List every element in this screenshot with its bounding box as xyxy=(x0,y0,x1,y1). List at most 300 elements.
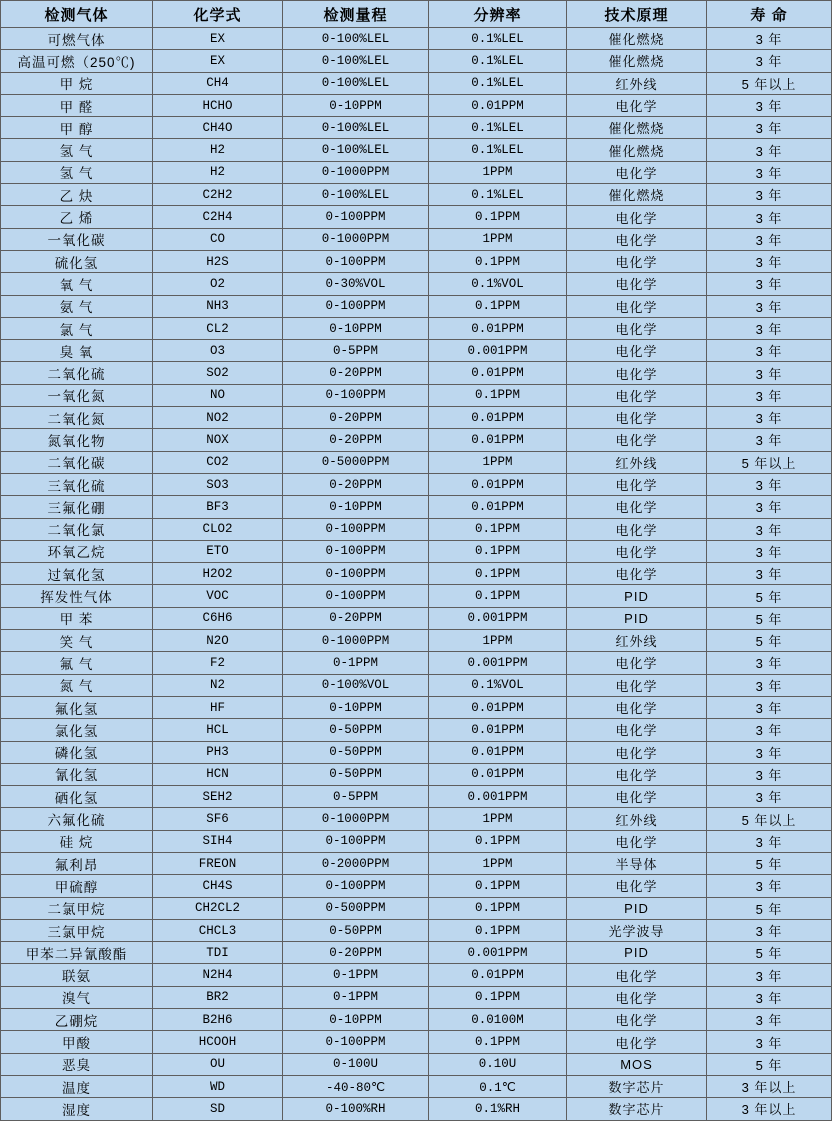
cell-gas: 甲 醇 xyxy=(1,117,153,139)
table-row xyxy=(1,228,832,250)
table-row xyxy=(1,563,832,585)
cell-lifespan: 3 年 xyxy=(707,139,832,161)
cell-gas: 甲硫醇 xyxy=(1,875,153,897)
cell-resolution: 0.01PPM xyxy=(429,696,567,718)
cell-range: 0-10PPM xyxy=(283,317,429,339)
cell-lifespan: 3 年 xyxy=(707,407,832,429)
cell-lifespan: 3 年 xyxy=(707,496,832,518)
table-row xyxy=(1,317,832,339)
cell-gas: 氨 气 xyxy=(1,295,153,317)
cell-gas: 氯化氢 xyxy=(1,719,153,741)
cell-formula: CH4S xyxy=(153,875,283,897)
cell-gas: 甲苯二异氰酸酯 xyxy=(1,942,153,964)
cell-resolution: 0.1%LEL xyxy=(429,184,567,206)
cell-formula: OU xyxy=(153,1053,283,1075)
cell-gas: 湿度 xyxy=(1,1098,153,1120)
cell-range: 0-5PPM xyxy=(283,340,429,362)
cell-resolution: 1PPM xyxy=(429,161,567,183)
table-row xyxy=(1,161,832,183)
cell-lifespan: 3 年 xyxy=(707,1009,832,1031)
table-row xyxy=(1,674,832,696)
cell-gas: 氯 气 xyxy=(1,317,153,339)
cell-technology: 电化学 xyxy=(567,161,707,183)
cell-formula: C6H6 xyxy=(153,607,283,629)
cell-technology: 催化燃烧 xyxy=(567,117,707,139)
cell-lifespan: 3 年 xyxy=(707,250,832,272)
table-row xyxy=(1,875,832,897)
cell-formula: BF3 xyxy=(153,496,283,518)
cell-formula: SO3 xyxy=(153,473,283,495)
cell-lifespan: 3 年 xyxy=(707,763,832,785)
cell-gas: 氰化氢 xyxy=(1,763,153,785)
cell-resolution: 0.01PPM xyxy=(429,763,567,785)
cell-formula: F2 xyxy=(153,652,283,674)
cell-gas: 乙硼烷 xyxy=(1,1009,153,1031)
cell-lifespan: 3 年 xyxy=(707,94,832,116)
cell-gas: 温度 xyxy=(1,1075,153,1097)
cell-range: 0-100%LEL xyxy=(283,139,429,161)
cell-lifespan: 3 年 xyxy=(707,28,832,50)
table-row xyxy=(1,1053,832,1075)
cell-resolution: 0.1PPM xyxy=(429,986,567,1008)
cell-lifespan: 3 年以上 xyxy=(707,1075,832,1097)
cell-technology: 催化燃烧 xyxy=(567,184,707,206)
cell-technology: 电化学 xyxy=(567,228,707,250)
cell-resolution: 1PPM xyxy=(429,451,567,473)
cell-resolution: 0.1%RH xyxy=(429,1098,567,1120)
cell-formula: O3 xyxy=(153,340,283,362)
cell-gas: 六氟化硫 xyxy=(1,808,153,830)
cell-range: 0-2000PPM xyxy=(283,852,429,874)
cell-resolution: 1PPM xyxy=(429,630,567,652)
table-row xyxy=(1,362,832,384)
cell-resolution: 0.01PPM xyxy=(429,719,567,741)
cell-technology: 电化学 xyxy=(567,652,707,674)
cell-resolution: 0.1PPM xyxy=(429,563,567,585)
table-row xyxy=(1,1009,832,1031)
cell-gas: 二氧化碳 xyxy=(1,451,153,473)
cell-resolution: 0.1PPM xyxy=(429,830,567,852)
cell-gas: 三氟化硼 xyxy=(1,496,153,518)
cell-technology: 电化学 xyxy=(567,1009,707,1031)
cell-lifespan: 5 年 xyxy=(707,852,832,874)
cell-resolution: 0.001PPM xyxy=(429,942,567,964)
cell-range: 0-100%RH xyxy=(283,1098,429,1120)
cell-formula: H2 xyxy=(153,139,283,161)
cell-technology: 电化学 xyxy=(567,786,707,808)
cell-lifespan: 3 年 xyxy=(707,986,832,1008)
cell-gas: 臭 氧 xyxy=(1,340,153,362)
cell-resolution: 0.1PPM xyxy=(429,585,567,607)
cell-gas: 二氯甲烷 xyxy=(1,897,153,919)
column-header-gas: 检测气体 xyxy=(1,1,153,28)
table-row xyxy=(1,1075,832,1097)
cell-technology: 电化学 xyxy=(567,250,707,272)
cell-formula: C2H4 xyxy=(153,206,283,228)
cell-formula: CO2 xyxy=(153,451,283,473)
cell-technology: 电化学 xyxy=(567,986,707,1008)
cell-technology: 催化燃烧 xyxy=(567,50,707,72)
cell-lifespan: 5 年 xyxy=(707,607,832,629)
cell-technology: 电化学 xyxy=(567,206,707,228)
cell-gas: 乙 烯 xyxy=(1,206,153,228)
column-header-lifespan: 寿 命 xyxy=(707,1,832,28)
cell-range: 0-100PPM xyxy=(283,206,429,228)
cell-lifespan: 3 年 xyxy=(707,384,832,406)
cell-lifespan: 3 年 xyxy=(707,652,832,674)
cell-formula: BR2 xyxy=(153,986,283,1008)
cell-lifespan: 3 年 xyxy=(707,340,832,362)
table-row xyxy=(1,117,832,139)
cell-technology: 红外线 xyxy=(567,808,707,830)
cell-gas: 一氧化氮 xyxy=(1,384,153,406)
cell-technology: 电化学 xyxy=(567,429,707,451)
column-header-technology: 技术原理 xyxy=(567,1,707,28)
cell-formula: CHCL3 xyxy=(153,919,283,941)
cell-formula: CH2CL2 xyxy=(153,897,283,919)
cell-range: 0-1000PPM xyxy=(283,630,429,652)
cell-range: 0-100PPM xyxy=(283,875,429,897)
cell-gas: 氟 气 xyxy=(1,652,153,674)
table-row xyxy=(1,585,832,607)
cell-gas: 氢 气 xyxy=(1,139,153,161)
cell-gas: 恶臭 xyxy=(1,1053,153,1075)
cell-range: 0-1000PPM xyxy=(283,808,429,830)
cell-formula: CH4 xyxy=(153,72,283,94)
cell-range: 0-100PPM xyxy=(283,585,429,607)
cell-range: 0-20PPM xyxy=(283,607,429,629)
table-row xyxy=(1,919,832,941)
cell-lifespan: 3 年 xyxy=(707,473,832,495)
cell-range: 0-100PPM xyxy=(283,540,429,562)
cell-formula: NOX xyxy=(153,429,283,451)
cell-technology: 电化学 xyxy=(567,763,707,785)
cell-technology: 电化学 xyxy=(567,407,707,429)
cell-formula: B2H6 xyxy=(153,1009,283,1031)
cell-range: 0-100PPM xyxy=(283,295,429,317)
cell-technology: 半导体 xyxy=(567,852,707,874)
cell-technology: 电化学 xyxy=(567,964,707,986)
cell-range: 0-5000PPM xyxy=(283,451,429,473)
cell-formula: EX xyxy=(153,28,283,50)
cell-resolution: 1PPM xyxy=(429,228,567,250)
cell-range: 0-50PPM xyxy=(283,741,429,763)
cell-gas: 磷化氢 xyxy=(1,741,153,763)
table-row xyxy=(1,942,832,964)
cell-formula: H2O2 xyxy=(153,563,283,585)
table-row xyxy=(1,50,832,72)
cell-lifespan: 5 年 xyxy=(707,630,832,652)
cell-formula: FREON xyxy=(153,852,283,874)
table-row xyxy=(1,429,832,451)
cell-technology: 电化学 xyxy=(567,384,707,406)
table-row xyxy=(1,28,832,50)
cell-lifespan: 5 年以上 xyxy=(707,451,832,473)
cell-formula: ETO xyxy=(153,540,283,562)
cell-resolution: 0.1PPM xyxy=(429,384,567,406)
table-row xyxy=(1,206,832,228)
cell-range: 0-100PPM xyxy=(283,250,429,272)
table-row xyxy=(1,384,832,406)
cell-technology: PID xyxy=(567,942,707,964)
table-row xyxy=(1,986,832,1008)
cell-formula: O2 xyxy=(153,273,283,295)
cell-resolution: 0.01PPM xyxy=(429,94,567,116)
cell-lifespan: 3 年 xyxy=(707,674,832,696)
table-row xyxy=(1,652,832,674)
cell-formula: WD xyxy=(153,1075,283,1097)
cell-range: 0-100%LEL xyxy=(283,28,429,50)
cell-resolution: 0.1%LEL xyxy=(429,72,567,94)
table-row xyxy=(1,250,832,272)
cell-lifespan: 5 年 xyxy=(707,1053,832,1075)
cell-resolution: 0.1%LEL xyxy=(429,50,567,72)
cell-lifespan: 3 年 xyxy=(707,741,832,763)
table-row xyxy=(1,451,832,473)
table-row xyxy=(1,473,832,495)
cell-technology: 电化学 xyxy=(567,741,707,763)
cell-technology: MOS xyxy=(567,1053,707,1075)
cell-range: 0-10PPM xyxy=(283,496,429,518)
cell-gas: 三氧化硫 xyxy=(1,473,153,495)
cell-formula: HCOOH xyxy=(153,1031,283,1053)
cell-technology: 电化学 xyxy=(567,875,707,897)
cell-resolution: 0.1%VOL xyxy=(429,273,567,295)
cell-technology: 电化学 xyxy=(567,473,707,495)
cell-technology: 电化学 xyxy=(567,1031,707,1053)
cell-formula: HCL xyxy=(153,719,283,741)
table-row xyxy=(1,607,832,629)
cell-gas: 过氧化氢 xyxy=(1,563,153,585)
cell-formula: SIH4 xyxy=(153,830,283,852)
cell-formula: H2S xyxy=(153,250,283,272)
table-row xyxy=(1,407,832,429)
cell-range: 0-500PPM xyxy=(283,897,429,919)
cell-resolution: 0.1%LEL xyxy=(429,117,567,139)
cell-resolution: 0.01PPM xyxy=(429,317,567,339)
cell-formula: SEH2 xyxy=(153,786,283,808)
cell-resolution: 0.01PPM xyxy=(429,429,567,451)
cell-formula: HCHO xyxy=(153,94,283,116)
cell-resolution: 0.1%LEL xyxy=(429,139,567,161)
cell-technology: 电化学 xyxy=(567,696,707,718)
cell-range: 0-100U xyxy=(283,1053,429,1075)
cell-gas: 硒化氢 xyxy=(1,786,153,808)
cell-formula: SF6 xyxy=(153,808,283,830)
cell-resolution: 0.01PPM xyxy=(429,473,567,495)
table-row xyxy=(1,1098,832,1120)
cell-formula: N2O xyxy=(153,630,283,652)
cell-resolution: 0.01PPM xyxy=(429,407,567,429)
cell-formula: N2 xyxy=(153,674,283,696)
cell-lifespan: 3 年 xyxy=(707,317,832,339)
table-row xyxy=(1,696,832,718)
cell-formula: NH3 xyxy=(153,295,283,317)
cell-gas: 甲酸 xyxy=(1,1031,153,1053)
cell-resolution: 0.1%VOL xyxy=(429,674,567,696)
cell-lifespan: 3 年 xyxy=(707,919,832,941)
cell-technology: PID xyxy=(567,607,707,629)
cell-range: 0-20PPM xyxy=(283,429,429,451)
table-row xyxy=(1,496,832,518)
cell-gas: 甲 醛 xyxy=(1,94,153,116)
cell-resolution: 0.01PPM xyxy=(429,496,567,518)
cell-lifespan: 5 年 xyxy=(707,585,832,607)
cell-technology: PID xyxy=(567,897,707,919)
cell-technology: 电化学 xyxy=(567,518,707,540)
table-row xyxy=(1,897,832,919)
cell-technology: 催化燃烧 xyxy=(567,139,707,161)
cell-technology: 电化学 xyxy=(567,94,707,116)
cell-range: 0-50PPM xyxy=(283,719,429,741)
cell-range: 0-100PPM xyxy=(283,518,429,540)
cell-resolution: 0.1PPM xyxy=(429,540,567,562)
table-row xyxy=(1,808,832,830)
cell-gas: 氮 气 xyxy=(1,674,153,696)
cell-lifespan: 5 年 xyxy=(707,897,832,919)
table-row xyxy=(1,295,832,317)
table-header-row xyxy=(1,1,832,28)
cell-range: 0-100PPM xyxy=(283,1031,429,1053)
cell-range: 0-5PPM xyxy=(283,786,429,808)
cell-resolution: 0.1℃ xyxy=(429,1075,567,1097)
cell-formula: HCN xyxy=(153,763,283,785)
cell-formula: C2H2 xyxy=(153,184,283,206)
cell-resolution: 0.001PPM xyxy=(429,340,567,362)
cell-range: 0-1000PPM xyxy=(283,161,429,183)
cell-formula: NO xyxy=(153,384,283,406)
cell-range: 0-1PPM xyxy=(283,986,429,1008)
cell-formula: CLO2 xyxy=(153,518,283,540)
table-row xyxy=(1,139,832,161)
cell-gas: 甲 烷 xyxy=(1,72,153,94)
cell-formula: VOC xyxy=(153,585,283,607)
cell-technology: 电化学 xyxy=(567,496,707,518)
cell-formula: H2 xyxy=(153,161,283,183)
cell-technology: PID xyxy=(567,585,707,607)
cell-technology: 电化学 xyxy=(567,317,707,339)
cell-gas: 乙 炔 xyxy=(1,184,153,206)
cell-resolution: 0.001PPM xyxy=(429,607,567,629)
cell-range: 0-1000PPM xyxy=(283,228,429,250)
cell-resolution: 0.1PPM xyxy=(429,295,567,317)
cell-resolution: 0.001PPM xyxy=(429,786,567,808)
cell-gas: 二氧化硫 xyxy=(1,362,153,384)
cell-resolution: 0.1PPM xyxy=(429,875,567,897)
table-row xyxy=(1,741,832,763)
cell-gas: 甲 苯 xyxy=(1,607,153,629)
table-header xyxy=(1,1,832,28)
cell-gas: 可燃气体 xyxy=(1,28,153,50)
cell-gas: 联氨 xyxy=(1,964,153,986)
cell-technology: 电化学 xyxy=(567,362,707,384)
cell-resolution: 0.1PPM xyxy=(429,518,567,540)
cell-gas: 挥发性气体 xyxy=(1,585,153,607)
cell-lifespan: 3 年 xyxy=(707,875,832,897)
cell-lifespan: 5 年以上 xyxy=(707,72,832,94)
cell-technology: 电化学 xyxy=(567,340,707,362)
cell-lifespan: 3 年 xyxy=(707,518,832,540)
cell-technology: 电化学 xyxy=(567,719,707,741)
cell-technology: 红外线 xyxy=(567,451,707,473)
cell-range: 0-1PPM xyxy=(283,964,429,986)
cell-lifespan: 3 年 xyxy=(707,161,832,183)
cell-range: 0-10PPM xyxy=(283,1009,429,1031)
cell-gas: 一氧化碳 xyxy=(1,228,153,250)
cell-resolution: 0.01PPM xyxy=(429,362,567,384)
table-row xyxy=(1,184,832,206)
column-header-range: 检测量程 xyxy=(283,1,429,28)
cell-gas: 笑 气 xyxy=(1,630,153,652)
cell-lifespan: 5 年以上 xyxy=(707,808,832,830)
cell-formula: EX xyxy=(153,50,283,72)
cell-resolution: 0.1PPM xyxy=(429,897,567,919)
cell-resolution: 0.1PPM xyxy=(429,919,567,941)
cell-technology: 催化燃烧 xyxy=(567,28,707,50)
cell-range: 0-100%LEL xyxy=(283,184,429,206)
cell-resolution: 0.01PPM xyxy=(429,741,567,763)
table-row xyxy=(1,964,832,986)
cell-technology: 电化学 xyxy=(567,674,707,696)
cell-resolution: 0.1PPM xyxy=(429,1031,567,1053)
table-row xyxy=(1,72,832,94)
cell-lifespan: 3 年 xyxy=(707,206,832,228)
cell-lifespan: 3 年以上 xyxy=(707,1098,832,1120)
table-row xyxy=(1,719,832,741)
cell-range: 0-100PPM xyxy=(283,384,429,406)
cell-range: 0-20PPM xyxy=(283,473,429,495)
cell-gas: 氮氧化物 xyxy=(1,429,153,451)
cell-resolution: 0.0100M xyxy=(429,1009,567,1031)
cell-lifespan: 3 年 xyxy=(707,117,832,139)
cell-formula: SD xyxy=(153,1098,283,1120)
cell-technology: 电化学 xyxy=(567,563,707,585)
table-row xyxy=(1,830,832,852)
cell-range: 0-20PPM xyxy=(283,362,429,384)
cell-gas: 二氧化氯 xyxy=(1,518,153,540)
table-row xyxy=(1,1031,832,1053)
cell-gas: 高温可燃（250℃) xyxy=(1,50,153,72)
cell-range: 0-100%LEL xyxy=(283,50,429,72)
cell-technology: 红外线 xyxy=(567,630,707,652)
cell-range: 0-10PPM xyxy=(283,94,429,116)
cell-range: 0-100PPM xyxy=(283,563,429,585)
cell-lifespan: 3 年 xyxy=(707,540,832,562)
cell-lifespan: 3 年 xyxy=(707,362,832,384)
cell-formula: CH4O xyxy=(153,117,283,139)
cell-range: 0-100%LEL xyxy=(283,117,429,139)
cell-formula: PH3 xyxy=(153,741,283,763)
cell-resolution: 0.1PPM xyxy=(429,206,567,228)
cell-resolution: 0.1PPM xyxy=(429,250,567,272)
table-row xyxy=(1,340,832,362)
cell-lifespan: 5 年 xyxy=(707,942,832,964)
table-row xyxy=(1,763,832,785)
cell-lifespan: 3 年 xyxy=(707,964,832,986)
cell-gas: 氢 气 xyxy=(1,161,153,183)
column-header-formula: 化学式 xyxy=(153,1,283,28)
cell-technology: 电化学 xyxy=(567,830,707,852)
cell-resolution: 0.001PPM xyxy=(429,652,567,674)
cell-technology: 电化学 xyxy=(567,273,707,295)
cell-gas: 硫化氢 xyxy=(1,250,153,272)
cell-range: 0-20PPM xyxy=(283,407,429,429)
table-body xyxy=(1,28,832,1121)
cell-lifespan: 3 年 xyxy=(707,295,832,317)
cell-gas: 氟化氢 xyxy=(1,696,153,718)
cell-range: 0-100%LEL xyxy=(283,72,429,94)
table-row xyxy=(1,94,832,116)
